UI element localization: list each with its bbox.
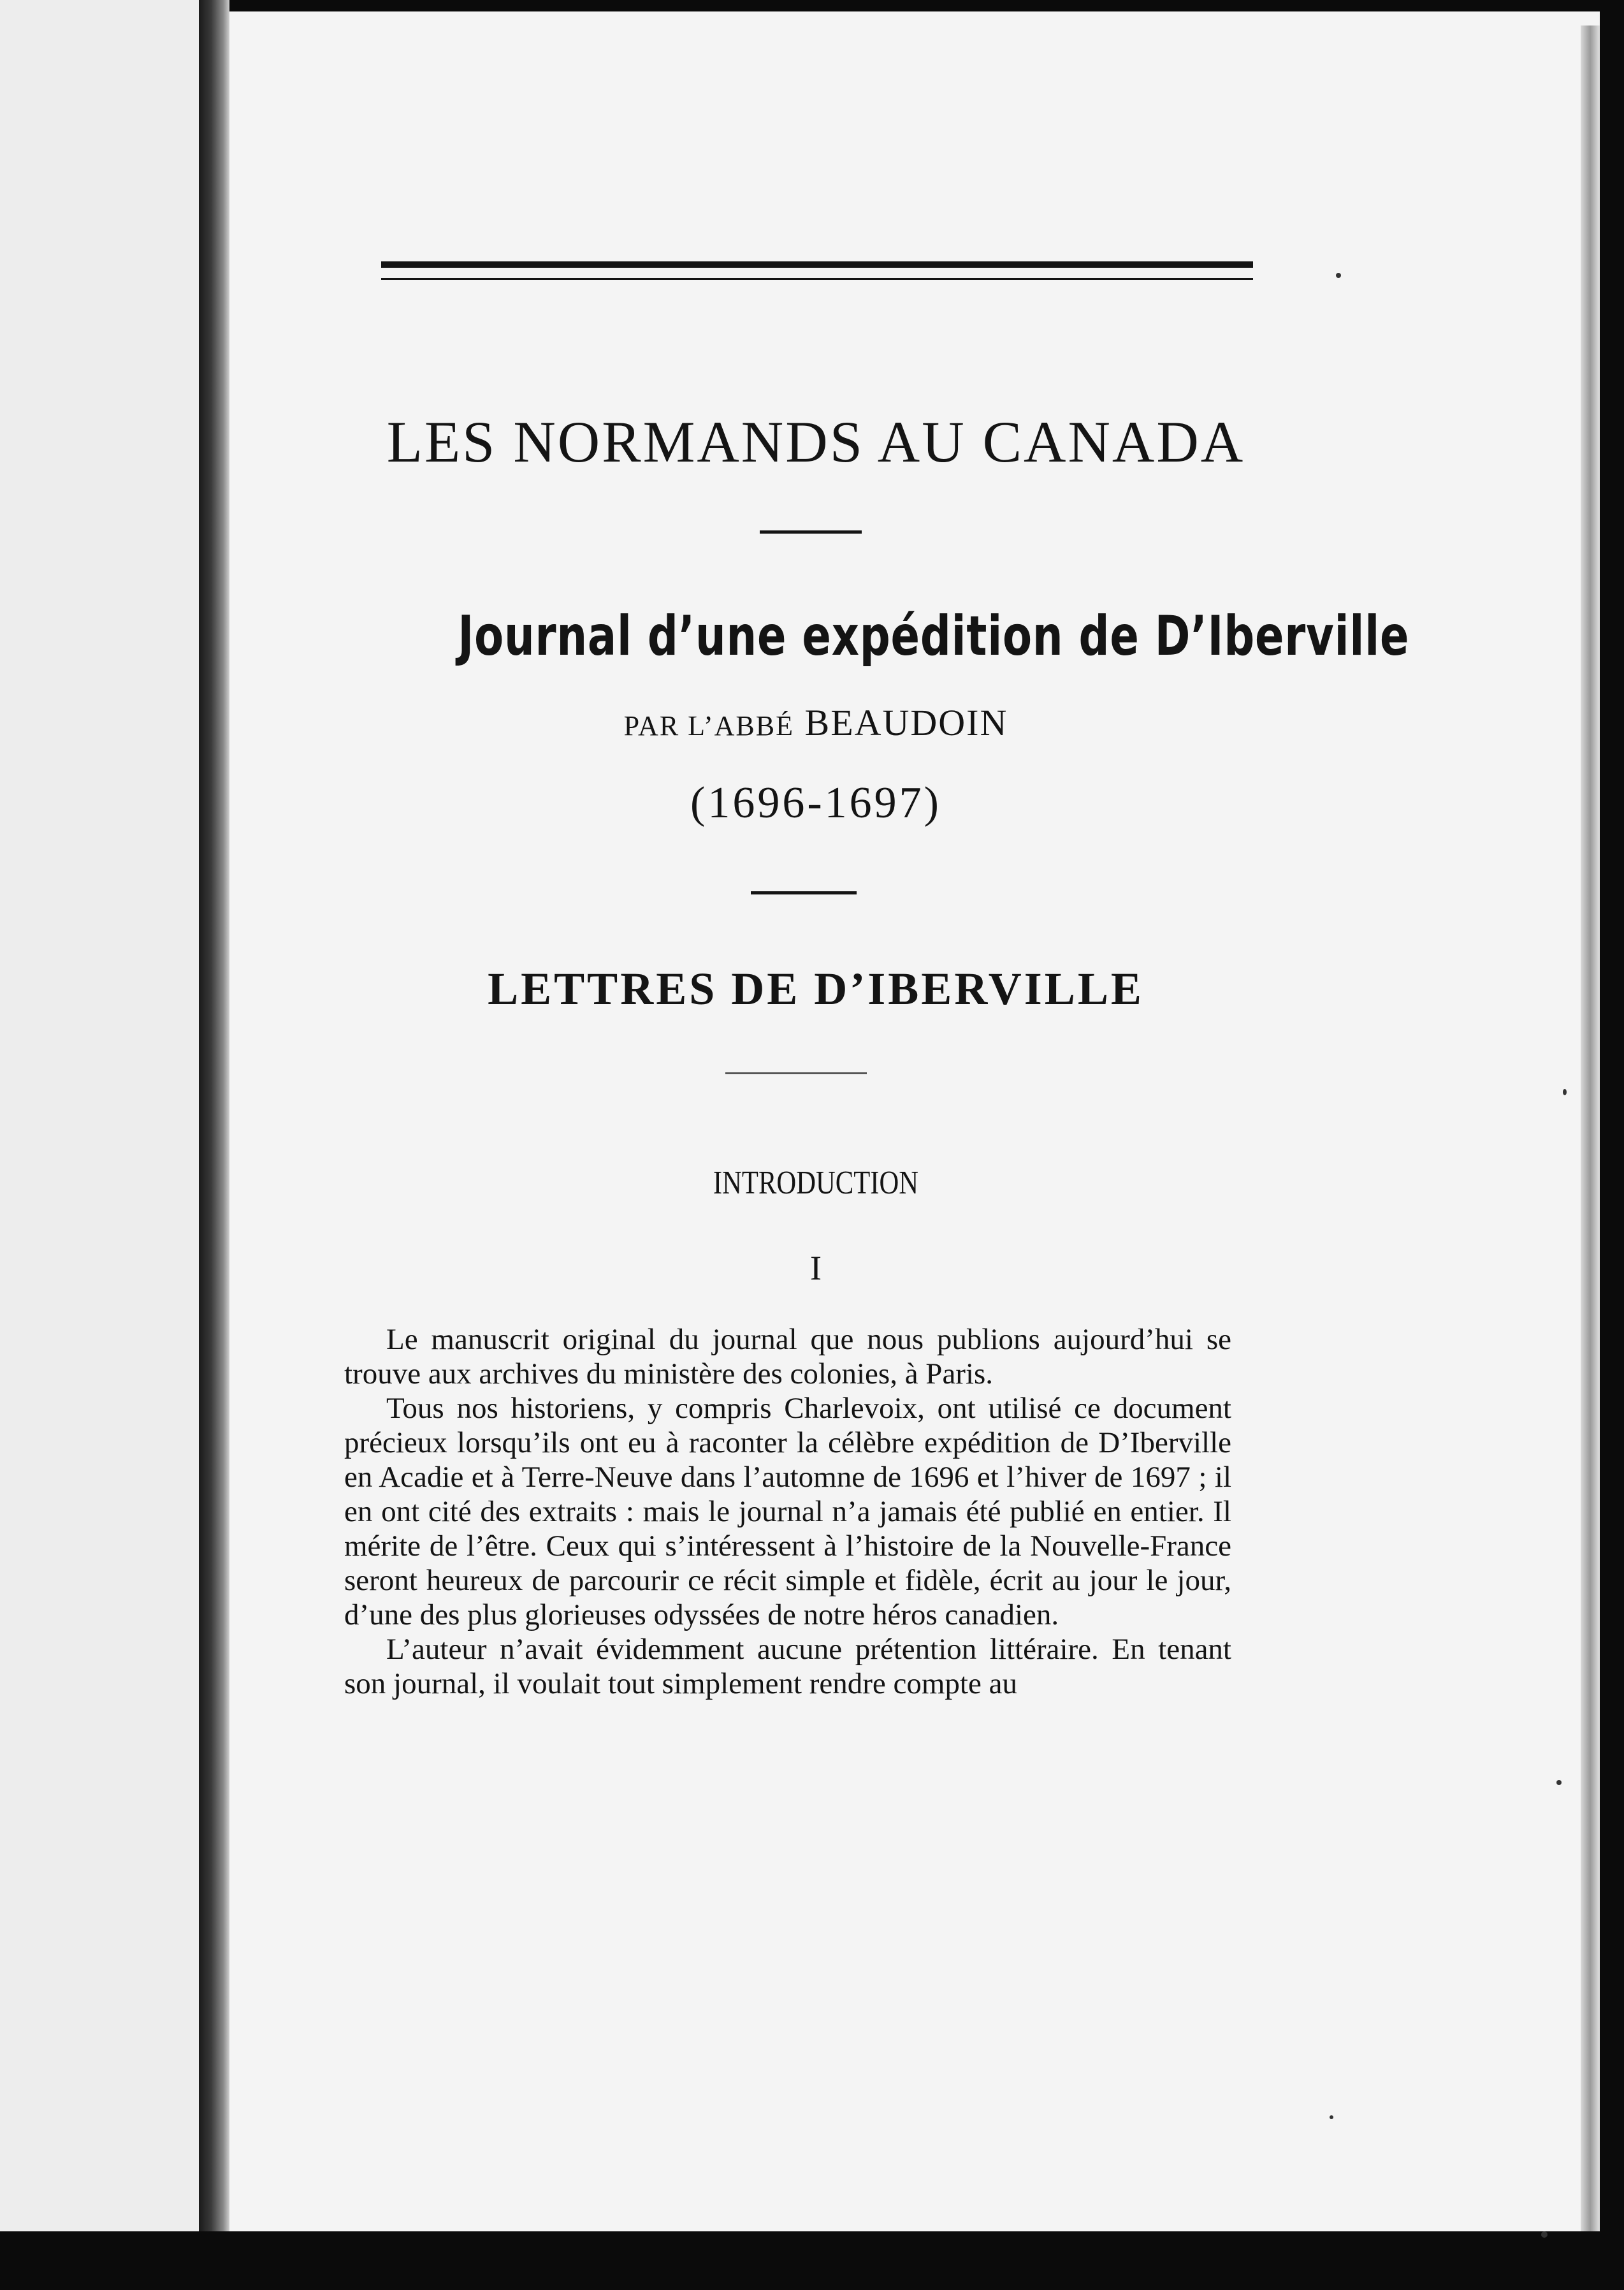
scan-speck <box>1330 2115 1333 2119</box>
header-rule-thin <box>381 278 1253 280</box>
scan-speck <box>1556 1780 1562 1785</box>
byline <box>357 701 1275 744</box>
chapter-number: I <box>810 1249 822 1287</box>
title-divider <box>760 530 862 534</box>
right-page <box>229 11 1600 2257</box>
scan-border <box>0 2231 1624 2290</box>
scan-speck <box>1563 1089 1567 1095</box>
paragraph: Le manuscrit original du journal que nous publions aujourd’hui se trouve aux archives du ministère des colonies, à Paris. <box>344 1323 1231 1390</box>
date-range: (1696-1697) <box>690 778 941 828</box>
scan-speck <box>1541 2231 1548 2238</box>
book-gutter <box>199 0 229 2231</box>
scan-speck <box>1336 273 1341 278</box>
section-title: LETTRES DE D’IBERVILLE <box>488 963 1144 1014</box>
page-edge <box>1581 26 1600 2257</box>
body-text <box>344 1322 1231 1701</box>
series-title: LES NORMANDS AU CANADA <box>386 409 1245 474</box>
byline-prefix: PAR L’ABBÉ <box>623 710 795 741</box>
paragraph: L’auteur n’avait évidemment aucune prétention littéraire. En tenant son journal, il voulait tout simplement rendre compte au <box>344 1633 1231 1700</box>
section-divider <box>751 891 857 894</box>
header-rule-thick <box>381 261 1253 268</box>
byline-author: BEAUDOIN <box>804 702 1008 743</box>
introduction-heading: INTRODUCTION <box>713 1165 919 1201</box>
section-divider-thin <box>725 1072 867 1074</box>
article-title: Journal d’une expédition de D’Iberville <box>458 604 1410 668</box>
paragraph: Tous nos historiens, y compris Charlevoix, ont utilisé ce document précieux lorsqu’ils ont eu à raconter la célèbre expédition de D’Iberville en Acadie et à Terre-Neuve dans l’automne de 1696 et l’hiver de 1697 ; il en ont cité des extraits : mais le journal n’a jamais été publié en entier. Il mérite de l’être. Ceux qui s’intéressent à l’histoire de la Nouvelle-France seront heureux de parcourir ce récit simple et fidèle, écrit au jour le jour, d’une des plus glorieuses odyssées de notre héros canadien. <box>344 1392 1231 1631</box>
left-page-margin <box>0 0 199 2231</box>
